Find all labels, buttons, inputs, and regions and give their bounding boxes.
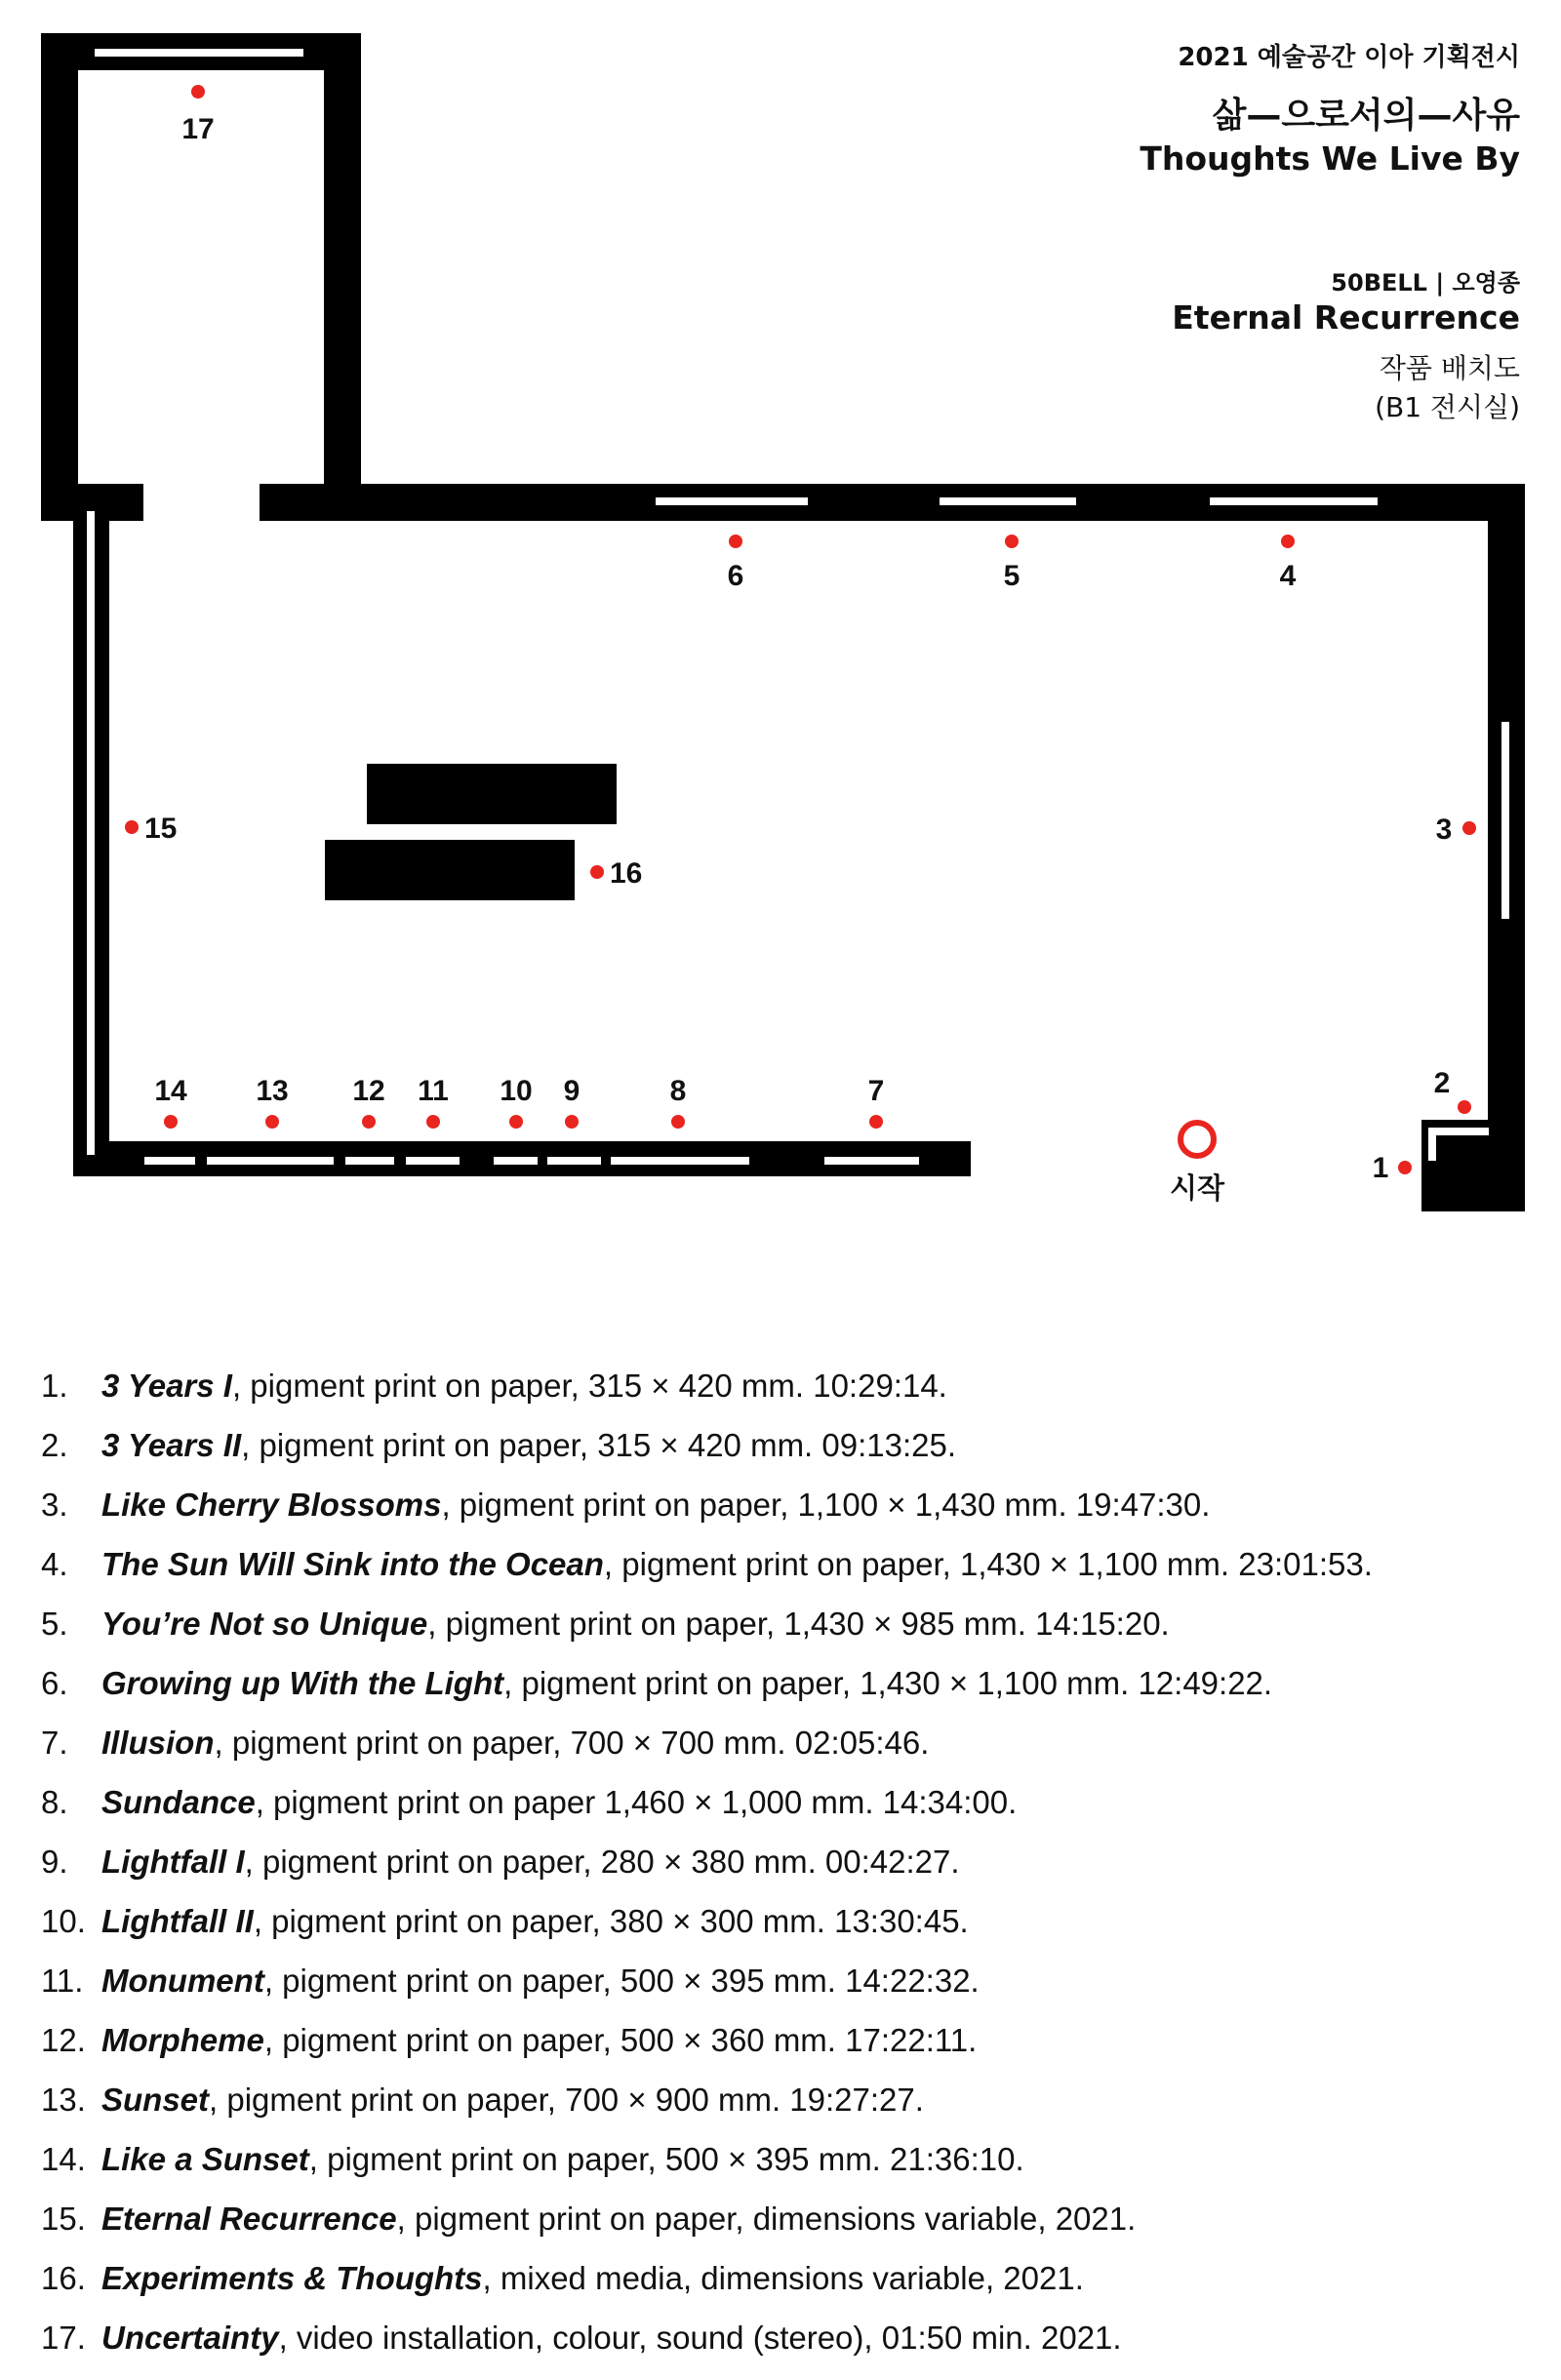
work-item xyxy=(41,1356,1373,1415)
work-details: , pigment print on paper, 380 × 300 mm. 13:30:45. xyxy=(253,1903,969,1939)
marker-dot-17 xyxy=(191,85,205,99)
work-title: 3 Years I xyxy=(101,1368,232,1404)
work-title: Illusion xyxy=(101,1725,215,1761)
work-item xyxy=(41,1475,1373,1534)
display-board xyxy=(611,1157,749,1165)
work-title: You’re Not so Unique xyxy=(101,1606,428,1642)
marker-dot-2 xyxy=(1458,1100,1471,1114)
title-english: Thoughts We Live By xyxy=(1140,139,1520,178)
location-label: (B1 전시실) xyxy=(1375,391,1520,423)
work-details: , pigment print on paper, 1,430 × 985 mm. 14:15:20. xyxy=(427,1606,1170,1642)
work-item xyxy=(41,1653,1373,1713)
work-title: Growing up With the Light xyxy=(101,1665,504,1701)
work-number: 12. xyxy=(41,2022,86,2058)
work-item xyxy=(41,1415,1373,1475)
work-item xyxy=(41,1832,1373,1891)
walls xyxy=(41,33,1525,1211)
work-details: , video installation, colour, sound (stereo), 01:50 min. 2021. xyxy=(278,2320,1122,2356)
marker-dot-8 xyxy=(671,1115,685,1129)
marker-label-7: 7 xyxy=(867,1075,885,1107)
work-details: , pigment print on paper, 500 × 395 mm. 14:22:32. xyxy=(263,1963,980,1999)
display-board xyxy=(656,497,808,505)
work-title: Sundance xyxy=(101,1784,256,1820)
marker-label-12: 12 xyxy=(352,1075,385,1107)
work-number: 7. xyxy=(41,1725,68,1761)
display-board xyxy=(1501,722,1509,919)
work-number: 10. xyxy=(41,1903,86,1939)
center-table xyxy=(367,764,617,824)
work-item xyxy=(41,1772,1373,1832)
work-item xyxy=(41,1594,1373,1653)
display-board xyxy=(824,1157,919,1165)
work-number: 9. xyxy=(41,1844,68,1880)
wall xyxy=(324,33,361,521)
work-title: 3 Years II xyxy=(101,1427,242,1463)
display-board xyxy=(406,1157,460,1165)
work-item xyxy=(41,1713,1373,1772)
work-title: Monument xyxy=(101,1963,264,1999)
plan-caption: 작품 배치도 xyxy=(1379,352,1520,384)
marker-dot-7 xyxy=(869,1115,883,1129)
works-list xyxy=(41,1356,1373,2367)
marker-dot-6 xyxy=(729,535,742,548)
work-number: 6. xyxy=(41,1665,68,1701)
marker-label-14: 14 xyxy=(154,1075,187,1107)
marker-label-13: 13 xyxy=(256,1075,289,1107)
artist-name: 50BELL | 오영종 xyxy=(1331,269,1520,297)
marker-label-15: 15 xyxy=(144,813,178,845)
title-korean: 삶—으로서의—사유 xyxy=(1212,96,1520,136)
marker-dot-11 xyxy=(426,1115,440,1129)
marker-dot-3 xyxy=(1462,821,1476,835)
work-details: , mixed media, dimensions variable, 2021. xyxy=(482,2260,1084,2296)
marker-dot-15 xyxy=(125,820,139,834)
wall xyxy=(41,33,78,521)
marker-dot-12 xyxy=(362,1115,376,1129)
marker-label-3: 3 xyxy=(1435,813,1453,846)
display-board xyxy=(940,497,1076,505)
marker-dot-14 xyxy=(164,1115,178,1129)
work-details: , pigment print on paper, 1,430 × 1,100 mm. 23:01:53. xyxy=(603,1546,1373,1582)
marker-dot-9 xyxy=(565,1115,579,1129)
marker-label-8: 8 xyxy=(669,1075,687,1107)
marker-dot-10 xyxy=(509,1115,523,1129)
display-board xyxy=(207,1157,334,1165)
work-item xyxy=(41,2308,1373,2367)
display-board xyxy=(345,1157,394,1165)
work-number: 17. xyxy=(41,2320,86,2356)
work-details: , pigment print on paper, 1,100 × 1,430 mm. 19:47:30. xyxy=(441,1487,1211,1523)
display-board xyxy=(144,1157,195,1165)
work-details: , pigment print on paper, 500 × 360 mm. 17:22:11. xyxy=(263,2022,978,2058)
work-details: , pigment print on paper, 280 × 380 mm. 00:42:27. xyxy=(244,1844,960,1880)
work-number: 2. xyxy=(41,1427,68,1463)
marker-dot-5 xyxy=(1005,535,1019,548)
work-details: , pigment print on paper, 700 × 900 mm. 19:27:27. xyxy=(209,2082,924,2118)
display-boards xyxy=(87,49,1509,1165)
marker-label-9: 9 xyxy=(563,1075,580,1107)
display-board xyxy=(1428,1128,1436,1161)
work-title: Uncertainty xyxy=(101,2320,279,2356)
marker-label-4: 4 xyxy=(1279,560,1297,592)
marker-label-11: 11 xyxy=(418,1075,449,1107)
marker-label-10: 10 xyxy=(500,1075,533,1107)
work-number: 14. xyxy=(41,2141,86,2177)
work-number: 3. xyxy=(41,1487,68,1523)
display-board xyxy=(95,49,303,57)
marker-label-16: 16 xyxy=(610,857,643,890)
marker-dot-4 xyxy=(1281,535,1295,548)
work-details: , pigment print on paper, 1,430 × 1,100 mm. 12:49:22. xyxy=(503,1665,1273,1701)
marker-label-2: 2 xyxy=(1433,1067,1451,1099)
work-title: The Sun Will Sink into the Ocean xyxy=(101,1546,604,1582)
work-item xyxy=(41,1891,1373,1951)
marker-dot-16 xyxy=(590,865,604,879)
work-title: Morpheme xyxy=(101,2022,264,2058)
exhibition-label: 2021 예술공간 이아 기획전시 xyxy=(1178,43,1520,72)
work-item xyxy=(41,1951,1373,2010)
work-details: , pigment print on paper, 315 × 420 mm. 10:29:14. xyxy=(231,1368,947,1404)
display-board xyxy=(87,511,95,1155)
center-table xyxy=(325,840,575,900)
work-number: 1. xyxy=(41,1368,68,1404)
start-label: 시작 xyxy=(1169,1171,1225,1205)
work-title: Experiments & Thoughts xyxy=(101,2260,483,2296)
marker-label-5: 5 xyxy=(1003,560,1021,592)
work-item xyxy=(41,1534,1373,1594)
work-title: Like a Sunset xyxy=(101,2141,309,2177)
marker-label-6: 6 xyxy=(727,560,744,592)
work-details: , pigment print on paper 1,460 × 1,000 mm. 14:34:00. xyxy=(255,1784,1018,1820)
work-title: Sunset xyxy=(101,2082,210,2118)
work-title: Lightfall I xyxy=(101,1844,245,1880)
marker-label-17: 17 xyxy=(181,113,215,145)
work-details: , pigment print on paper, 500 × 395 mm. 21:36:10. xyxy=(308,2141,1024,2177)
work-number: 16. xyxy=(41,2260,86,2296)
work-details: , pigment print on paper, dimensions variable, 2021. xyxy=(396,2201,1137,2237)
work-item xyxy=(41,2010,1373,2070)
display-board xyxy=(1428,1128,1489,1135)
work-title: Like Cherry Blossoms xyxy=(101,1487,442,1523)
marker-dot-1 xyxy=(1398,1161,1412,1174)
work-details: , pigment print on paper, 315 × 420 mm. 09:13:25. xyxy=(241,1427,957,1463)
display-board xyxy=(1210,497,1378,505)
work-item xyxy=(41,2248,1373,2308)
work-number: 4. xyxy=(41,1546,68,1582)
work-item xyxy=(41,2070,1373,2129)
work-number: 13. xyxy=(41,2082,86,2118)
work-item xyxy=(41,2129,1373,2189)
display-board xyxy=(547,1157,601,1165)
work-number: 5. xyxy=(41,1606,68,1642)
display-board xyxy=(494,1157,538,1165)
marker-label-1: 1 xyxy=(1372,1152,1389,1184)
work-title: Eternal Recurrence xyxy=(1172,298,1520,337)
work-title: Lightfall II xyxy=(101,1903,254,1939)
work-number: 8. xyxy=(41,1784,68,1820)
work-item xyxy=(41,2189,1373,2248)
start-marker xyxy=(1181,1123,1214,1156)
work-details: , pigment print on paper, 700 × 700 mm. 02:05:46. xyxy=(214,1725,930,1761)
work-title: Eternal Recurrence xyxy=(101,2201,397,2237)
marker-dot-13 xyxy=(265,1115,279,1129)
work-number: 15. xyxy=(41,2201,86,2237)
work-number: 11. xyxy=(41,1963,84,1999)
